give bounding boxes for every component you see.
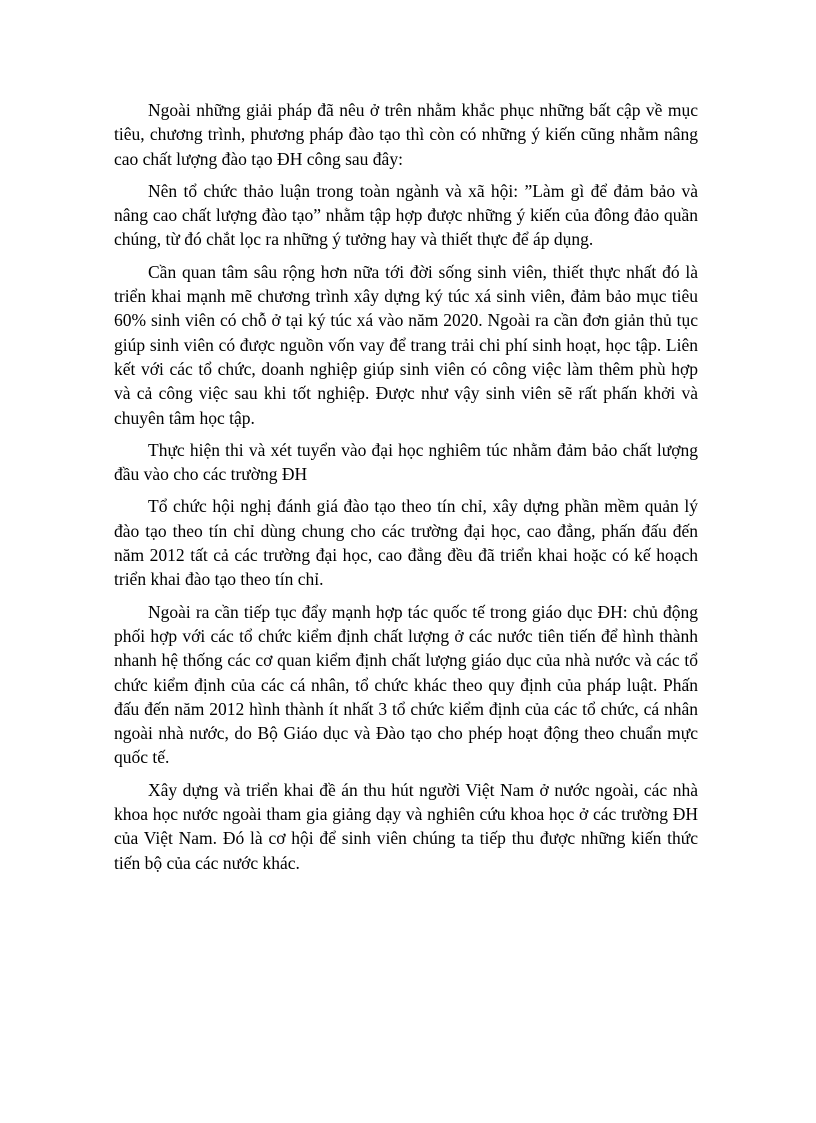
paragraph-international-cooperation: Ngoài ra cần tiếp tục đẩy mạnh hợp tác quốc tế trong giáo dục ĐH: chủ động phối hợp với các tổ chức kiểm định chất lượng ở các nước tiên tiến để hình thành nhanh hệ thống các cơ quan kiểm định chất lượng giáo dục của nhà nước và các tổ chức kiểm định của các cá nhân, tổ chức khác theo quy định của pháp luật. Phấn đấu đến năm 2012 hình thành ít nhất 3 tổ chức kiểm định của các tổ chức, cá nhân ngoài nhà nước, do Bộ Giáo dục và Đào tạo cho phép hoạt động theo chuẩn mực quốc tế. [114, 601, 698, 768]
paragraph-student-life: Cần quan tâm sâu rộng hơn nữa tới đời sống sinh viên, thiết thực nhất đó là triển khai mạnh mẽ chương trình xây dựng ký túc xá sinh viên, đảm bảo mục tiêu 60% sinh viên có chỗ ở tại ký túc xá vào năm 2020. Ngoài ra cần đơn giản thủ tục giúp sinh viên có được nguồn vốn vay để trang trải chi phí sinh hoạt, học tập. Liên kết với các tổ chức, doanh nghiệp giúp sinh viên có công việc làm thêm phù hợp và cả công việc sau khi tốt nghiệp. Được như vậy sinh viên sẽ rất phấn khởi và chuyên tâm học tập. [114, 261, 698, 428]
paragraph-credit-system: Tổ chức hội nghị đánh giá đào tạo theo tín chỉ, xây dựng phần mềm quản lý đào tạo theo tín chỉ dùng chung cho các trường đại học, cao đẳng, phấn đấu đến năm 2012 tất cả các trường đại học, cao đẳng đều đã triển khai hoặc có kế hoạch triển khai đào tạo theo tín chỉ. [114, 496, 698, 590]
paragraph-admission: Thực hiện thi và xét tuyển vào đại học nghiêm túc nhằm đảm bảo chất lượng đầu vào cho các trường ĐH [114, 439, 698, 485]
paragraph-discussion: Nên tổ chức thảo luận trong toàn ngành và xã hội: ”Làm gì để đảm bảo và nâng cao chất lượng đào tạo” nhằm tập hợp được những ý kiến của đông đảo quần chúng, từ đó chắt lọc ra những ý tưởng hay và thiết thực để áp dụng. [114, 180, 698, 250]
paragraph-overseas-scientists: Xây dựng và triển khai đề án thu hút người Việt Nam ở nước ngoài, các nhà khoa học nước ngoài tham gia giảng dạy và nghiên cứu khoa học ở các trường ĐH của Việt Nam. Đó là cơ hội để sinh viên chúng ta tiếp thu được những kiến thức tiến bộ của các nước khác. [114, 779, 698, 873]
paragraph-intro: Ngoài những giải pháp đã nêu ở trên nhằm khắc phục những bất cập về mục tiêu, chương trình, phương pháp đào tạo thì còn có những ý kiến cũng nhằm nâng cao chất lượng đào tạo ĐH công sau đây: [114, 100, 698, 169]
document-body [114, 98, 698, 883]
